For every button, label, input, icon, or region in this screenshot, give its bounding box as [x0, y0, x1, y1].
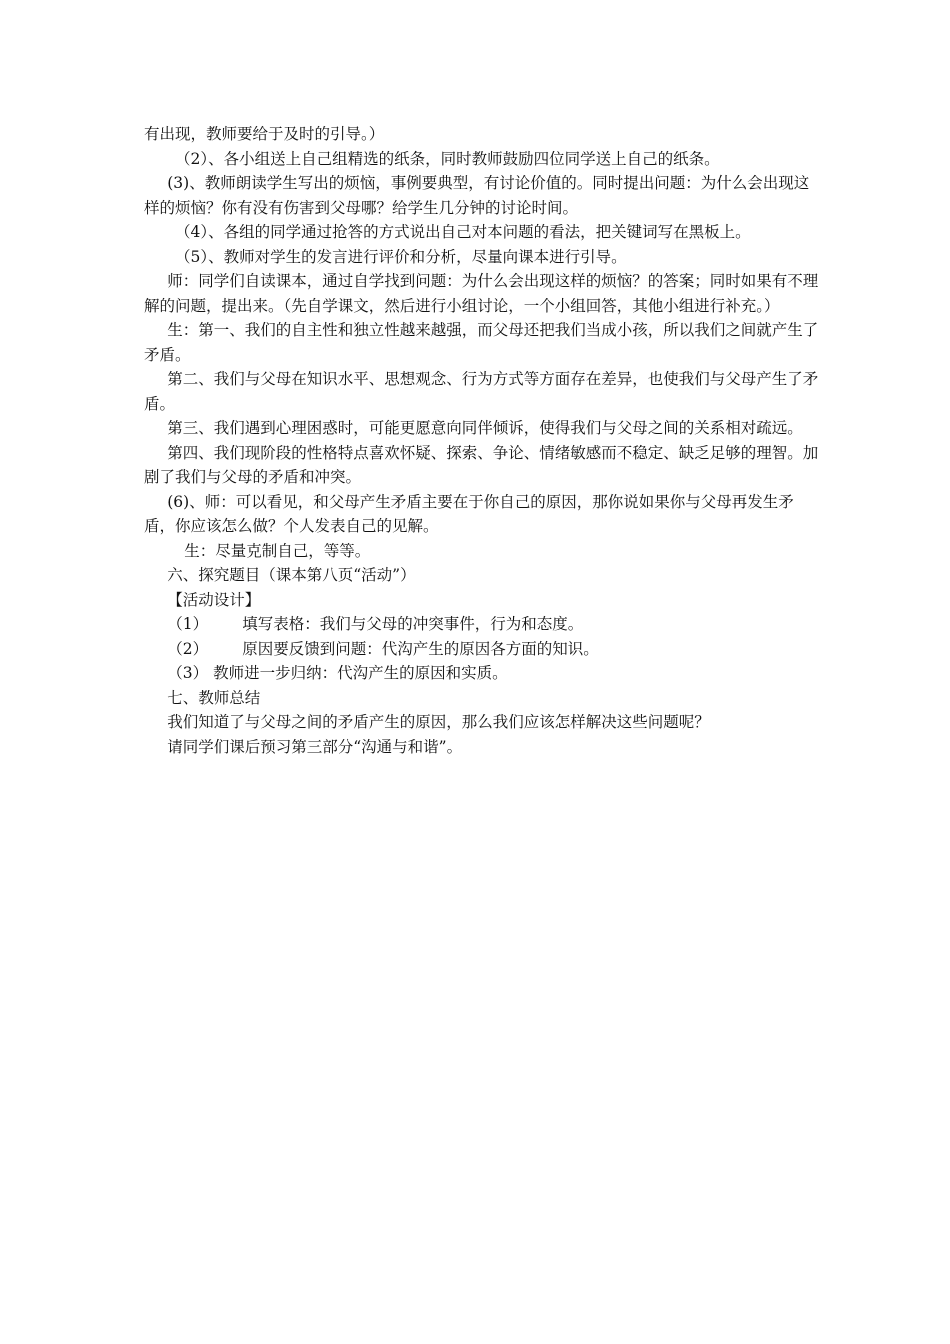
list-item-number: （1） — [167, 615, 209, 633]
paragraph-2: （2）、各小组送上自己组精选的纸条，同时教师鼓励四位同学送上自己的纸条。 — [175, 149, 720, 168]
paragraph-11: (6)、师：可以看见，和父母产生矛盾主要在于你自己的原因，那你说如果你与父母再发生矛盾，你应该怎么做？个人发表自己的见解。 — [144, 492, 794, 535]
list-item-number: （3） — [167, 664, 209, 682]
list-item — [144, 661, 824, 686]
document-body — [144, 122, 824, 759]
paragraph-3: (3)、教师朗读学生写出的烦恼，事例要典型，有讨论价值的。同时提出问题：为什么会出现这样的烦恼？你有没有伤害到父母哪？给学生几分钟的讨论时间。 — [144, 174, 810, 217]
paragraph-12: 生：尽量克制自己，等等。 — [184, 541, 371, 560]
paragraph-9: 第三、我们遇到心理困惑时，可能更愿意向同伴倾诉，使得我们与父母之间的关系相对疏远。 — [167, 419, 803, 437]
closing-paragraph-1: 我们知道了与父母之间的矛盾产生的原因，那么我们应该怎样解决这些问题呢？ — [167, 713, 710, 731]
list-item — [144, 637, 824, 662]
list-item-text: 原因要反馈到问题：代沟产生的原因各方面的知识。 — [242, 639, 599, 658]
paragraph-4: （4）、各组的同学通过抢答的方式说出自己对本问题的看法，把关键词写在黑板上。 — [175, 223, 751, 241]
list-item-number: （2） — [167, 639, 209, 658]
section-heading-6: 六、探究题目（课本第八页“活动”） — [167, 566, 416, 584]
activity-design-heading: 【活动设计】 — [167, 590, 261, 609]
paragraph-1: 有出现，教师要给于及时的引导。） — [144, 125, 385, 143]
list-item — [144, 612, 824, 637]
paragraph-8: 第二、我们与父母在知识水平、思想观念、行为方式等方面存在差异，也使我们与父母产生了矛盾。 — [144, 370, 819, 413]
paragraph-6: 师：同学们自读课本，通过自学找到问题：为什么会出现这样的烦恼？的答案；同时如果有不理解的问题，提出来。（先自学课文，然后进行小组讨论，一个小组回答，其他小组进行补充。） — [144, 272, 819, 315]
section-heading-7: 七、教师总结 — [167, 688, 261, 707]
paragraph-10: 第四、我们现阶段的性格特点喜欢怀疑、探索、争论、情绪敏感而不稳定、缺乏足够的理智。加剧了我们与父母的矛盾和冲突。 — [144, 443, 819, 486]
paragraph-5: （5）、教师对学生的发言进行评价和分析，尽量向课本进行引导。 — [175, 247, 627, 266]
closing-paragraph-2: 请同学们课后预习第三部分“沟通与和谐”。 — [167, 737, 463, 756]
list-item-text: 填写表格：我们与父母的冲突事件，行为和态度。 — [242, 615, 584, 633]
paragraph-7: 生：第一、我们的自主性和独立性越来越强，而父母还把我们当成小孩，所以我们之间就产生了矛盾。 — [144, 321, 819, 364]
list-item-text: 教师进一步归纳：代沟产生的原因和实质。 — [213, 664, 508, 682]
